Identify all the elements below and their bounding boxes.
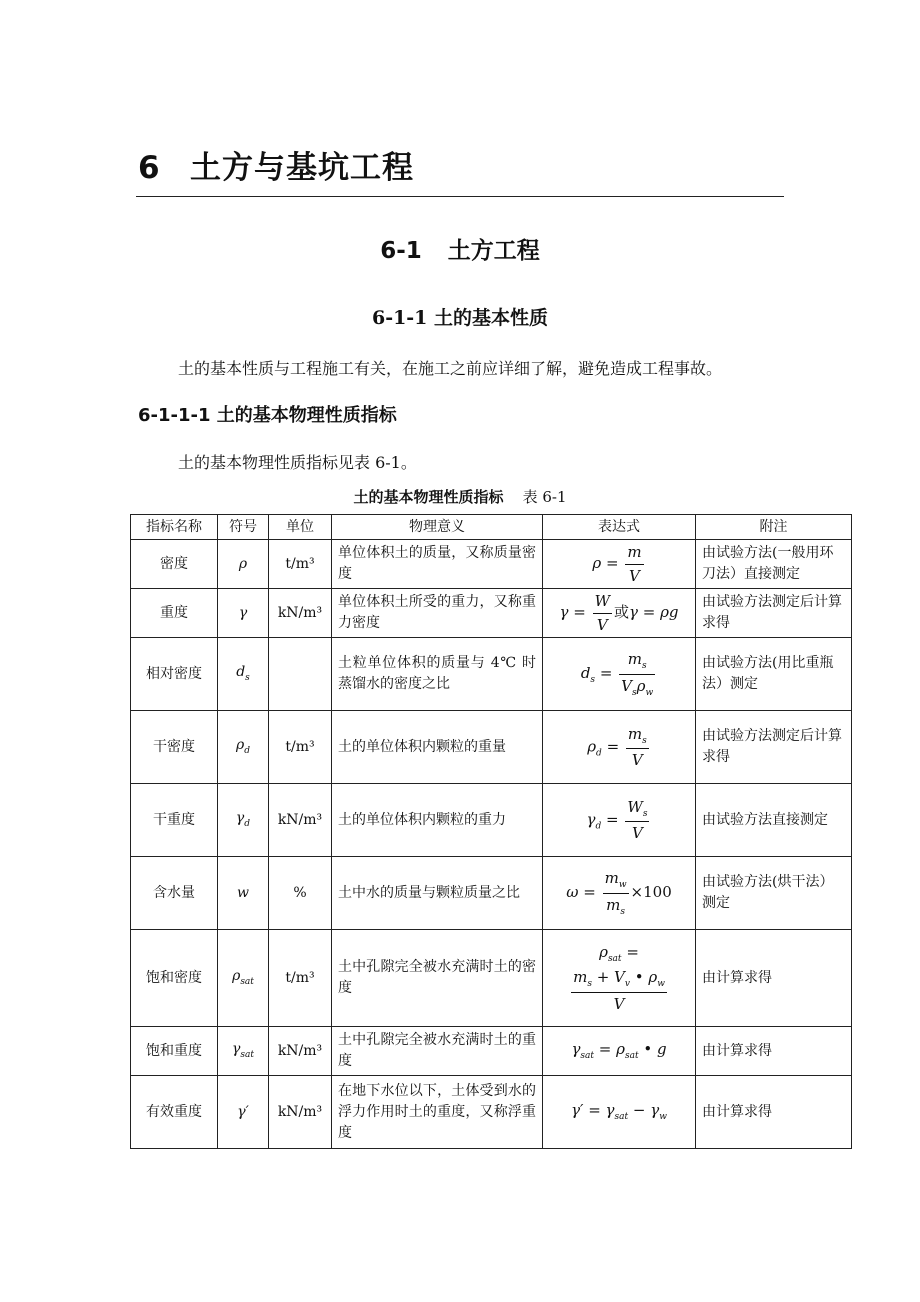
cell-name: 有效重度 [131,1076,218,1149]
soil-properties-table [130,514,852,1149]
cell-unit: kN/m³ [269,589,332,638]
cell-formula: ρ = $\frac{m}{V}$ [543,540,696,589]
cell-name: 含水量 [131,857,218,930]
cell-name: 饱和重度 [131,1027,218,1076]
cell-meaning: 土粒单位体积的质量与 4℃ 时蒸馏水的密度之比 [332,638,543,711]
header-note: 附注 [696,515,852,540]
table-label: 表 6-1 [522,488,567,506]
cell-meaning: 土的单位体积内颗粒的重量 [332,711,543,784]
cell-unit: kN/m³ [269,1027,332,1076]
header-unit: 单位 [269,515,332,540]
cell-name: 重度 [131,589,218,638]
table-row [131,784,852,857]
cell-symbol: $\gamma_d$ [218,784,269,857]
cell-symbol: $d_s$ [218,638,269,711]
cell-symbol: $\rho_d$ [218,711,269,784]
cell-meaning: 在地下水位以下，土体受到水的浮力作用时土的重度，又称浮重度 [332,1076,543,1149]
chapter-rule [136,196,784,197]
cell-symbol: ρ [218,540,269,589]
cell-unit: kN/m³ [269,784,332,857]
table-caption [0,486,920,507]
cell-name: 干密度 [131,711,218,784]
cell-formula: ω = $\frac{m_w}{m_s}$ ×100 [543,857,696,930]
chapter-number: 6 [138,150,161,186]
table-row [131,857,852,930]
cell-symbol: γ′ [218,1076,269,1149]
subsection-paragraph: 土的基本性质与工程施工有关，在施工之前应详细了解，避免造成工程事故。 [178,359,723,378]
cell-meaning: 土中孔隙完全被水充满时土的密度 [332,930,543,1027]
table-row [131,930,852,1027]
cell-formula: $d_s$ = $\frac{m_s}{V_s\rho_w}$ [543,638,696,711]
cell-note: 由试验方法(烘干法）测定 [696,857,852,930]
header-meaning: 物理意义 [332,515,543,540]
subsubsection-heading: 6-1-1-1 土的基本物理性质指标 [138,405,397,426]
cell-unit: % [269,857,332,930]
table-row [131,540,852,589]
section-title-text: 土方工程 [447,238,540,264]
section-title [0,232,920,265]
table-row [131,1027,852,1076]
table-row [131,589,852,638]
cell-symbol: w [218,857,269,930]
cell-symbol: $\gamma_{sat}$ [218,1027,269,1076]
chapter-title-text: 土方与基坑工程 [190,150,414,186]
cell-formula: $\gamma_d$ = $\frac{W_s}{V}$ [543,784,696,857]
cell-note: 由试验方法测定后计算求得 [696,589,852,638]
table-row [131,1076,852,1149]
table-row [131,638,852,711]
cell-meaning: 土的单位体积内颗粒的重力 [332,784,543,857]
cell-meaning: 土中孔隙完全被水充满时土的重度 [332,1027,543,1076]
cell-formula: $\gamma_{sat} = \rho_{sat}$ • g [543,1027,696,1076]
cell-symbol: $\rho_{sat}$ [218,930,269,1027]
cell-name: 干重度 [131,784,218,857]
cell-formula: $\rho_d$ = $\frac{m_s}{V}$ [543,711,696,784]
cell-note: 由试验方法测定后计算求得 [696,711,852,784]
cell-meaning: 单位体积土的质量，又称质量密度 [332,540,543,589]
cell-meaning: 土中水的质量与颗粒质量之比 [332,857,543,930]
cell-note: 由试验方法(用比重瓶法）测定 [696,638,852,711]
cell-name: 密度 [131,540,218,589]
cell-unit: t/m³ [269,711,332,784]
cell-formula: $\rho_{sat}$ = $\frac{m_s + V_v • \rho_w}{V}$ [543,930,696,1027]
cell-unit [269,638,332,711]
cell-name: 饱和密度 [131,930,218,1027]
cell-unit: t/m³ [269,930,332,1027]
cell-symbol: γ [218,589,269,638]
cell-note: 由计算求得 [696,1027,852,1076]
table-row [131,711,852,784]
section-number: 6-1 [380,238,422,264]
cell-note: 由计算求得 [696,1076,852,1149]
header-formula: 表达式 [543,515,696,540]
subsubsection-paragraph: 土的基本物理性质指标见表 6-1。 [178,453,417,472]
cell-note: 由计算求得 [696,930,852,1027]
cell-name: 相对密度 [131,638,218,711]
cell-unit: t/m³ [269,540,332,589]
cell-note: 由试验方法直接测定 [696,784,852,857]
cell-meaning: 单位体积土所受的重力，又称重力密度 [332,589,543,638]
cell-unit: kN/m³ [269,1076,332,1149]
table-header-row [131,515,852,540]
header-name: 指标名称 [131,515,218,540]
table-title: 土的基本物理性质指标 [353,488,504,506]
header-symbol: 符号 [218,515,269,540]
chapter-title [138,142,784,187]
cell-note: 由试验方法(一般用环刀法）直接测定 [696,540,852,589]
cell-formula: $\gamma' = \gamma_{sat} - \gamma_w$ [543,1076,696,1149]
cell-formula: γ = $\frac{W}{V}$ 或γ = ρg [543,589,696,638]
subsection-heading: 6-1-1 土的基本性质 [371,307,549,329]
